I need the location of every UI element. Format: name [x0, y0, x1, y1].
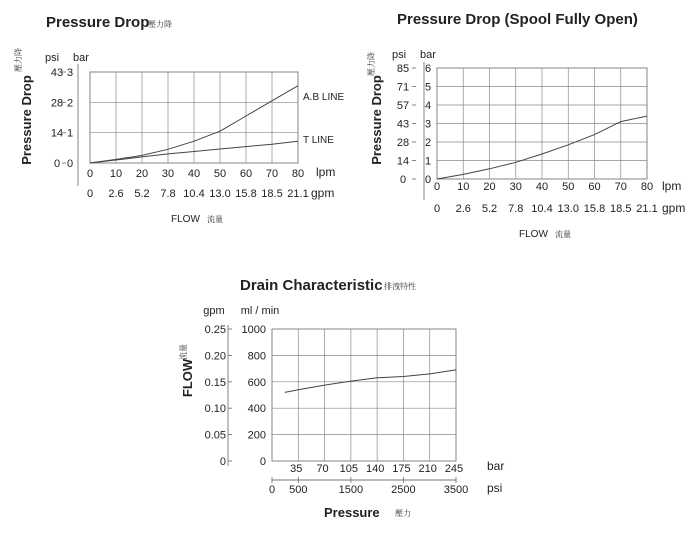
- chart3-frame: [272, 329, 456, 461]
- chart1-xlabel-cjk: 流量: [207, 215, 223, 224]
- chart2-ytick-bar: 5: [424, 81, 432, 94]
- chart2-xtick-gpm: 15.8: [583, 203, 606, 215]
- chart1-xtick-lpm: 0: [86, 168, 94, 180]
- chart-pressure-drop-spool-open: [366, 11, 685, 240]
- chart2-unit-bar: bar: [420, 49, 436, 61]
- chart3-xtick-bar: 175: [392, 463, 411, 475]
- chart1-xtick-gpm: 7.8: [160, 188, 176, 200]
- chart3-ytick-gpm: 0.05: [204, 429, 226, 442]
- chart3-xtick-bar: 140: [365, 463, 385, 475]
- chart1-xtick-gpm: 18.5: [261, 188, 283, 200]
- chart1-xtick-lpm: 20: [135, 168, 149, 180]
- chart3-xlabel: Pressure: [324, 505, 380, 520]
- chart1-ytick-psi: 0: [53, 158, 61, 170]
- chart1-x-unit-gpm: gpm: [311, 186, 335, 200]
- chart2-ytick-bar: 0: [424, 174, 432, 186]
- chart3-ytick-gpm: 0: [219, 456, 226, 468]
- chart3-xtick-psi: 500: [289, 484, 308, 496]
- chart2-y-ticks: [397, 63, 431, 186]
- chart3-series: [285, 370, 456, 393]
- chart2-ytick-bar: 6: [424, 63, 432, 75]
- chart2-ytick-psi: 71: [396, 81, 410, 94]
- chart2-xtick-lpm: 50: [562, 181, 575, 193]
- chart3-ytick-mlmin: 200: [247, 429, 266, 442]
- chart3-x-unit-bar: bar: [487, 459, 505, 473]
- chart3-xtick-psi: 2500: [391, 484, 416, 496]
- chart2-xlabel: FLOW: [519, 229, 548, 240]
- chart2-ytick-bar: 4: [424, 100, 432, 112]
- chart2-ytick-bar: 2: [424, 137, 432, 149]
- chart1-ytick-psi: 43: [50, 67, 64, 79]
- chart1-xtick-lpm: 70: [265, 168, 279, 180]
- chart3-ytick-gpm: 0.10: [204, 403, 226, 416]
- chart2-xtick-gpm: 21.1: [636, 203, 658, 215]
- chart1-y-ticks: [51, 67, 73, 170]
- chart2-xtick-gpm: 18.5: [610, 203, 632, 215]
- chart3-xtick-psi: 0: [268, 484, 276, 496]
- chart2-ytick-bar: 3: [424, 118, 432, 131]
- chart3-unit-gpm: gpm: [203, 305, 225, 317]
- chart2-ytick-bar: 1: [424, 155, 432, 168]
- chart1-xtick-gpm: 0: [86, 188, 94, 200]
- chart1-ytick-bar: 1: [67, 127, 74, 140]
- chart2-ylabel: Pressure Drop: [369, 75, 384, 165]
- chart1-ytick-bar: 0: [67, 158, 74, 170]
- chart3-xtick-bar: 70: [316, 463, 329, 475]
- chart1-unit-psi: psi: [44, 52, 60, 64]
- chart2-xtick-gpm: 5.2: [481, 203, 498, 215]
- chart2-xtick-lpm: 80: [640, 181, 654, 193]
- chart2-xtick-lpm: 40: [535, 181, 549, 193]
- chart1-ylabel-cjk: 壓力降: [14, 48, 23, 72]
- chart2-grid: [424, 62, 647, 200]
- chart1-x-ticks: [87, 168, 309, 200]
- chart2-ytick-psi: 43: [396, 118, 410, 131]
- chart2-x-unit-gpm: gpm: [662, 201, 686, 215]
- chart3-ytick-gpm: 0.15: [204, 376, 226, 389]
- chart1-series-t-label: T LINE: [303, 135, 334, 146]
- chart2-xtick-gpm: 10.4: [531, 203, 553, 215]
- chart1-title-cjk: 壓力降: [148, 20, 172, 29]
- chart1-x-unit-lpm: lpm: [316, 165, 336, 179]
- chart1-xtick-lpm: 30: [161, 168, 175, 180]
- chart1-xtick-lpm: 80: [291, 168, 305, 180]
- chart3-xtick-bar: 35: [290, 463, 303, 475]
- chart2-xtick-lpm: 30: [509, 181, 522, 193]
- chart1-xtick-gpm: 21.1: [287, 188, 309, 200]
- chart2-unit-psi: psi: [391, 49, 407, 61]
- chart2-ytick-psi: 14: [396, 155, 410, 168]
- chart1-xtick-gpm: 15.8: [235, 188, 257, 200]
- chart2-xtick-gpm: 7.8: [508, 203, 524, 215]
- chart3-xlabel-cjk: 壓力: [395, 509, 411, 518]
- chart-drain-characteristic: [178, 277, 504, 520]
- chart3-xtick-bar: 245: [444, 463, 464, 475]
- chart2-ytick-psi: 85: [396, 63, 410, 75]
- chart2-xtick-lpm: 60: [588, 181, 601, 193]
- chart3-xtick-psi: 3500: [443, 484, 469, 496]
- chart3-xtick-bar: 105: [339, 463, 359, 475]
- chart2-ytick-psi: 57: [396, 100, 410, 112]
- chart2-x-ticks: [434, 181, 658, 215]
- chart3-ytick-mlmin: 600: [247, 376, 266, 389]
- chart3-y-ticks: [205, 324, 266, 468]
- chart1-xtick-gpm: 10.4: [183, 188, 205, 200]
- chart3-ytick-mlmin: 400: [247, 403, 266, 416]
- chart2-ytick-psi: 0: [399, 174, 407, 186]
- chart1-unit-bar: bar: [73, 52, 89, 64]
- chart2-ylabel-cjk: 壓力降: [367, 52, 376, 76]
- chart3-ytick-gpm: 0.20: [204, 350, 226, 363]
- chart1-xlabel: FLOW: [171, 214, 200, 225]
- chart2-xtick-lpm: 0: [433, 181, 441, 193]
- chart1-xtick-lpm: 10: [109, 168, 123, 180]
- chart1-series-ab-label: A.B LINE: [303, 92, 345, 103]
- chart3-ytick-mlmin: 800: [247, 350, 266, 363]
- chart3-title-cjk: 排洩特性: [384, 282, 416, 291]
- chart1-ytick-psi: 14: [50, 127, 64, 140]
- chart1-ytick-bar: 3: [67, 67, 74, 79]
- chart1-xtick-lpm: 60: [239, 168, 253, 180]
- chart1-xtick-gpm: 13.0: [209, 188, 231, 200]
- chart3-ylabel-cjk: 流量: [179, 344, 188, 360]
- chart1-xtick-gpm: 2.6: [108, 188, 124, 200]
- chart3-ytick-gpm: 0.25: [204, 324, 226, 336]
- chart2-ytick-psi: 28: [396, 137, 410, 149]
- chart1-ylabel: Pressure Drop: [19, 75, 34, 165]
- chart3-title: Drain Characteristic: [240, 277, 383, 294]
- chart3-x-unit-psi: psi: [487, 481, 503, 495]
- chart3-x-ticks: [269, 463, 468, 496]
- chart3-unit-mlmin: ml / min: [240, 305, 280, 317]
- chart3-series-line: [285, 370, 456, 393]
- chart3-ytick-mlmin: 1000: [241, 324, 266, 336]
- chart1-ytick-bar: 2: [67, 97, 74, 110]
- chart1-xtick-lpm: 40: [187, 168, 201, 180]
- chart2-xtick-gpm: 0: [433, 203, 441, 215]
- chart1-xtick-lpm: 50: [213, 168, 227, 180]
- chart2-xtick-lpm: 20: [483, 181, 496, 193]
- chart2-title: Pressure Drop (Spool Fully Open): [397, 11, 638, 28]
- chart3-ytick-mlmin: 0: [259, 456, 266, 468]
- chart1-ytick-psi: 28: [50, 97, 64, 110]
- chart3-xtick-psi: 1500: [338, 484, 364, 496]
- chart2-xlabel-cjk: 流量: [555, 230, 571, 239]
- chart2-x-unit-lpm: lpm: [662, 179, 682, 193]
- chart1-title: Pressure Drop: [46, 14, 150, 31]
- chart3-xtick-bar: 210: [418, 463, 437, 475]
- chart2-xtick-lpm: 70: [614, 181, 627, 193]
- chart3-ylabel: FLOW: [180, 358, 195, 398]
- chart1-xtick-gpm: 5.2: [134, 188, 150, 200]
- chart2-xtick-gpm: 2.6: [455, 203, 471, 215]
- chart2-xtick-lpm: 10: [457, 181, 470, 193]
- chart2-xtick-gpm: 13.0: [557, 203, 579, 215]
- chart-pressure-drop: [13, 14, 344, 225]
